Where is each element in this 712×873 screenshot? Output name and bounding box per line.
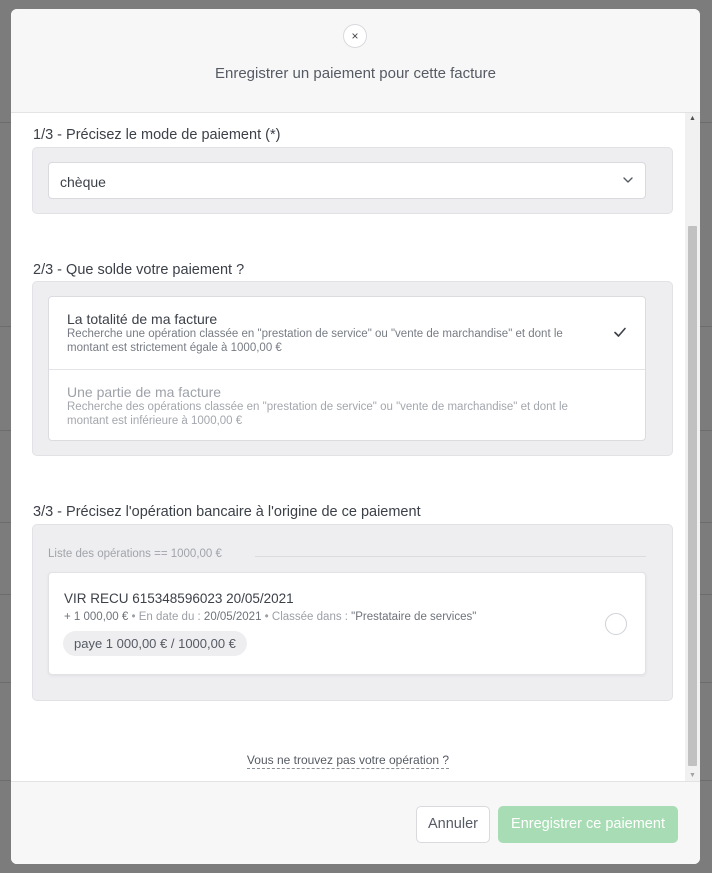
payment-badge: paye 1 000,00 € / 1000,00 € bbox=[63, 631, 247, 656]
scrollbar[interactable] bbox=[685, 113, 700, 781]
step2-title: 2/3 - Que solde votre paiement ? bbox=[33, 262, 245, 278]
modal-body bbox=[11, 113, 700, 781]
step3-title: 3/3 - Précisez l'opération bancaire à l'origine de ce paiement bbox=[33, 504, 421, 520]
operation-date: 20/05/2021 bbox=[203, 611, 262, 623]
operation-date-label: En date du : bbox=[138, 611, 204, 623]
modal-title: Enregistrer un paiement pour cette facture bbox=[215, 65, 496, 82]
payment-mode-select[interactable] bbox=[48, 162, 646, 199]
option-description: Recherche des opérations classée en "prestation de service" ou "vente de marchandise" et dont le montant est inférieure à 1000,00 € bbox=[67, 401, 568, 427]
operation-class-label: Classée dans : bbox=[271, 611, 352, 623]
divider bbox=[255, 556, 646, 557]
save-payment-button[interactable]: Enregistrer ce paiement bbox=[498, 806, 678, 843]
cancel-button[interactable]: Annuler bbox=[416, 806, 490, 843]
operations-panel bbox=[32, 524, 673, 701]
operation-meta bbox=[64, 611, 476, 623]
modal-header bbox=[11, 9, 700, 113]
operation-class: "Prestataire de services" bbox=[351, 611, 477, 623]
operation-radio[interactable] bbox=[605, 613, 627, 635]
payment-mode-panel bbox=[32, 147, 673, 214]
option-title: La totalité de ma facture bbox=[67, 311, 218, 327]
scroll-thumb[interactable] bbox=[688, 226, 697, 766]
scroll-down-arrow-icon[interactable]: ▼ bbox=[689, 772, 696, 779]
payment-mode-value: chèque bbox=[60, 174, 106, 190]
balance-panel bbox=[32, 281, 673, 456]
scroll-up-arrow-icon[interactable]: ▲ bbox=[689, 115, 696, 122]
payment-modal bbox=[11, 9, 700, 864]
option-partial-invoice[interactable] bbox=[49, 369, 646, 441]
close-button[interactable] bbox=[343, 24, 367, 48]
separator: • bbox=[128, 611, 139, 623]
separator: • bbox=[261, 611, 272, 623]
option-full-invoice[interactable] bbox=[49, 297, 646, 369]
help-link-container bbox=[11, 753, 685, 767]
option-title: Une partie de ma facture bbox=[67, 384, 222, 400]
operation-title: VIR RECU 615348596023 20/05/2021 bbox=[64, 591, 294, 606]
check-icon bbox=[613, 325, 627, 339]
chevron-down-icon bbox=[621, 173, 635, 187]
modal-footer bbox=[11, 781, 700, 864]
balance-options bbox=[48, 296, 646, 441]
option-description: Recherche une opération classée en "prestation de service" ou "vente de marchandise" et dont le montant est strictement égale à 1000,00 € bbox=[67, 328, 563, 354]
step1-title: 1/3 - Précisez le mode de paiement (*) bbox=[33, 127, 281, 143]
operation-amount: + 1 000,00 € bbox=[64, 611, 129, 623]
not-found-link[interactable]: Vous ne trouvez pas votre opération ? bbox=[246, 753, 450, 767]
operations-list-label: Liste des opérations == 1000,00 € bbox=[48, 548, 222, 560]
operation-card[interactable] bbox=[48, 572, 646, 675]
close-icon: × bbox=[351, 29, 359, 43]
